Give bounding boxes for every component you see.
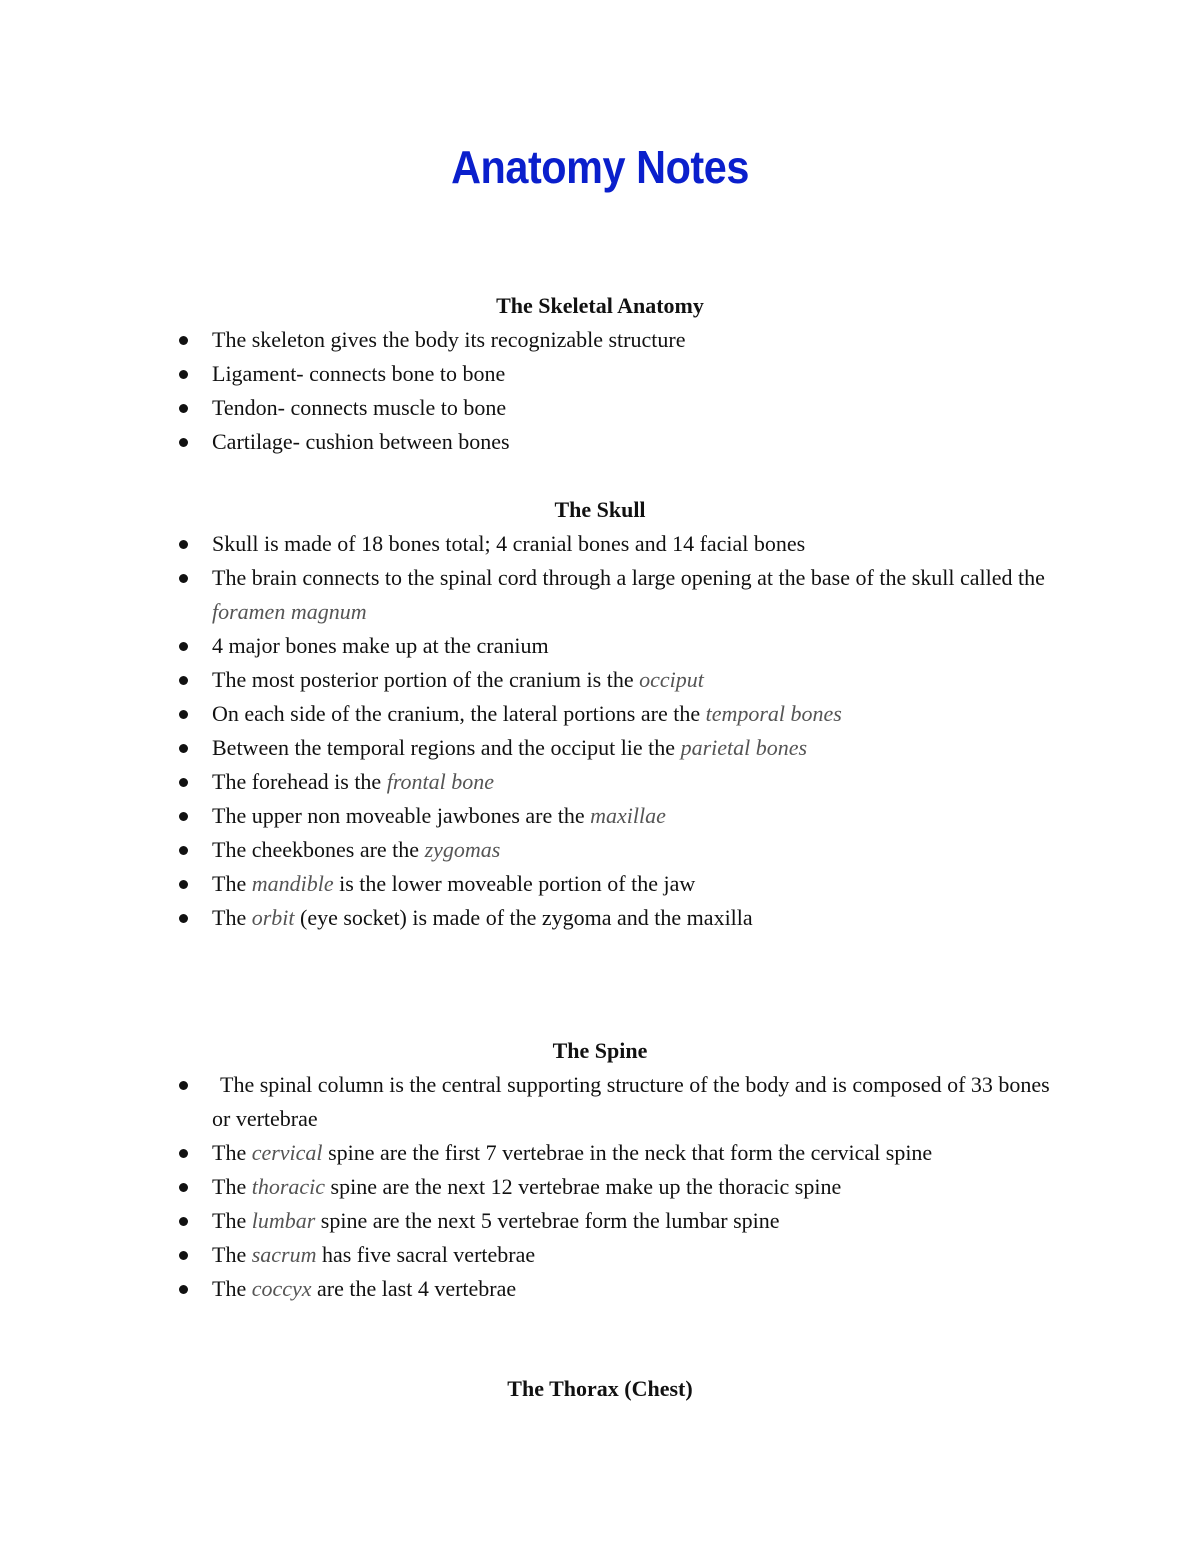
anatomical-term: zygomas <box>424 837 501 862</box>
list-item: The orbit (eye socket) is made of the zygoma and the maxilla <box>0 901 1200 935</box>
list-item: 4 major bones make up at the cranium <box>0 629 1200 663</box>
section-thorax <box>0 1372 1200 1406</box>
bullet-list <box>0 1068 1200 1306</box>
anatomical-term: parietal bones <box>680 735 808 760</box>
list-item: The mandible is the lower moveable portion of the jaw <box>0 867 1200 901</box>
list-item: The coccyx are the last 4 vertebrae <box>0 1272 1200 1306</box>
list-item: The upper non moveable jawbones are the maxillae <box>0 799 1200 833</box>
list-item: The sacrum has five sacral vertebrae <box>0 1238 1200 1272</box>
section-heading: The Skeletal Anatomy <box>496 293 704 318</box>
anatomical-term: coccyx <box>251 1276 312 1301</box>
anatomical-term: cervical <box>251 1140 323 1165</box>
anatomical-term: foramen magnum <box>212 599 367 624</box>
list-item: The spinal column is the central supporting structure of the body and is composed of 33 bones or vertebrae <box>0 1068 1200 1136</box>
anatomical-term: temporal bones <box>705 701 842 726</box>
list-item: Cartilage- cushion between bones <box>0 425 1200 459</box>
list-item: The cheekbones are the zygomas <box>0 833 1200 867</box>
list-item: On each side of the cranium, the lateral portions are the temporal bones <box>0 697 1200 731</box>
bullet-list <box>0 527 1200 935</box>
list-item: Skull is made of 18 bones total; 4 cranial bones and 14 facial bones <box>0 527 1200 561</box>
list-item: The thoracic spine are the next 12 vertebrae make up the thoracic spine <box>0 1170 1200 1204</box>
bullet-list <box>0 323 1200 459</box>
list-item: The most posterior portion of the cranium is the occiput <box>0 663 1200 697</box>
section-spine <box>0 1034 1200 1306</box>
anatomical-term: mandible <box>251 871 334 896</box>
section-heading: The Skull <box>554 497 646 522</box>
anatomical-term: sacrum <box>251 1242 317 1267</box>
list-item: The cervical spine are the first 7 vertebrae in the neck that form the cervical spine <box>0 1136 1200 1170</box>
anatomical-term: occiput <box>639 667 704 692</box>
list-item: The forehead is the frontal bone <box>0 765 1200 799</box>
list-item: The lumbar spine are the next 5 vertebrae form the lumbar spine <box>0 1204 1200 1238</box>
list-item: The skeleton gives the body its recognizable structure <box>0 323 1200 357</box>
anatomical-term: maxillae <box>590 803 666 828</box>
section-skeletal-anatomy <box>0 289 1200 459</box>
section-skull <box>0 493 1200 935</box>
section-heading: The Spine <box>552 1038 648 1063</box>
anatomical-term: orbit <box>251 905 295 930</box>
anatomical-term: frontal bone <box>386 769 495 794</box>
list-item: Between the temporal regions and the occiput lie the parietal bones <box>0 731 1200 765</box>
list-item: Tendon- connects muscle to bone <box>0 391 1200 425</box>
list-item: The brain connects to the spinal cord through a large opening at the base of the skull called the foramen magnum <box>0 561 1200 629</box>
anatomical-term: lumbar <box>251 1208 316 1233</box>
anatomical-term: thoracic <box>251 1174 326 1199</box>
page-title: Anatomy Notes <box>451 141 749 193</box>
list-item: Ligament- connects bone to bone <box>0 357 1200 391</box>
section-heading: The Thorax (Chest) <box>507 1376 693 1401</box>
